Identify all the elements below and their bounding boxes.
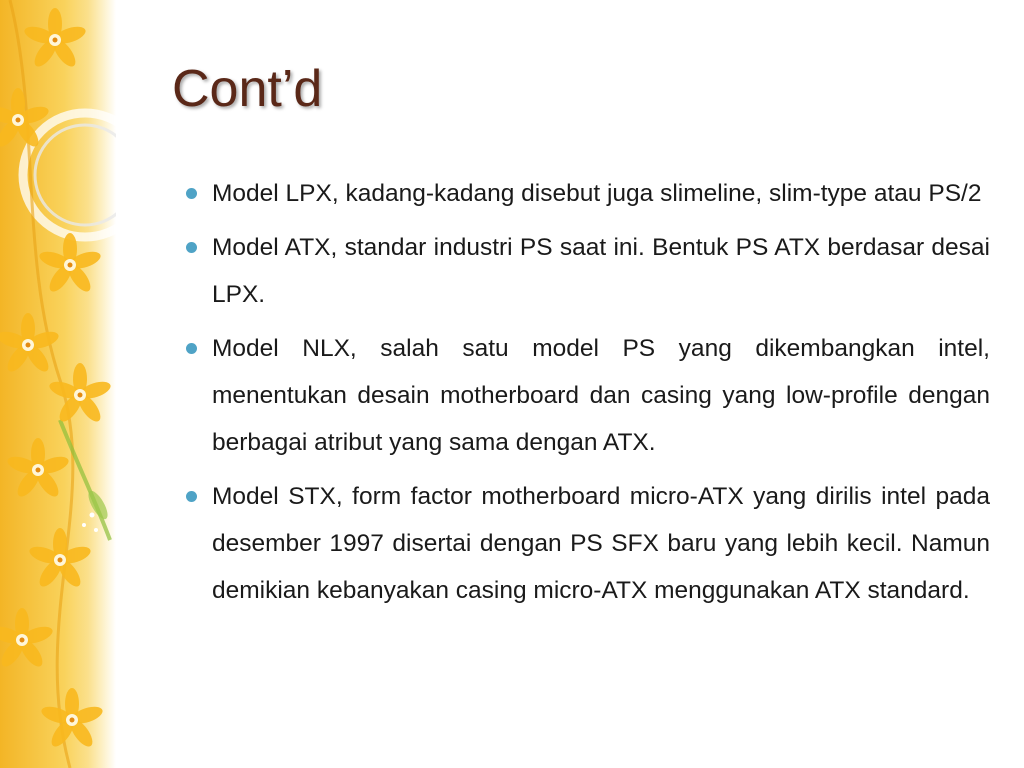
bullet-item-lpx xyxy=(186,170,990,217)
bullet-text: Model NLX, salah satu model PS yang dikembangkan intel, menentukan desain motherboard dan casing yang low-profile dengan berbagai atribut yang sama dengan ATX. xyxy=(212,335,990,456)
bullet-dot-icon xyxy=(186,343,197,354)
bullet-text: Model ATX, standar industri PS saat ini. Bentuk PS ATX berdasar desai LPX. xyxy=(212,234,990,308)
slide-title: Cont’d xyxy=(172,60,323,118)
bullet-dot-icon xyxy=(186,491,197,502)
bullet-text: Model LPX, kadang-kadang disebut juga slimeline, slim-type atau PS/2 xyxy=(212,180,982,207)
bullet-text: Model STX, form factor motherboard micro-ATX yang dirilis intel pada desember 1997 disertai dengan PS SFX baru yang lebih kecil. Namun demikian kebanyakan casing micro-ATX menggunakan ATX standard. xyxy=(212,483,990,604)
bullet-list xyxy=(186,170,990,621)
bullet-item-nlx xyxy=(186,325,990,466)
bullet-item-stx xyxy=(186,473,990,614)
bullet-dot-icon xyxy=(186,188,197,199)
bullet-item-atx xyxy=(186,224,990,318)
bullet-dot-icon xyxy=(186,242,197,253)
floral-decoration xyxy=(0,0,116,768)
